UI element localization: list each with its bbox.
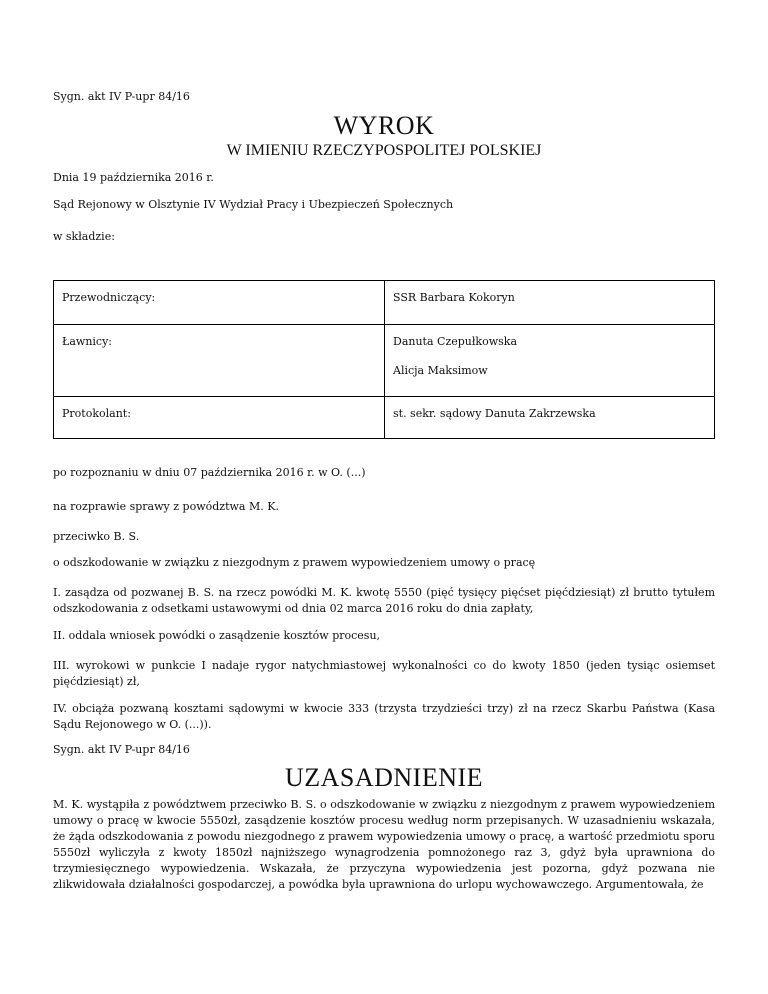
composition-label: w składzie: xyxy=(53,230,115,243)
case-signature: Sygn. akt IV P-upr 84/16 xyxy=(53,90,190,103)
ruling-item: III. wyrokowi w punkcie I nadaje rygor natychmiastowej wykonalności co do kwoty 1850 (jeden tysiąc osiemset pięćdziesiąt) zł, xyxy=(53,659,715,688)
judgment-title: WYROK xyxy=(333,111,435,140)
justification-case-signature: Sygn. akt IV P-upr 84/16 xyxy=(53,743,190,756)
ruling-item: II. oddala wniosek powódki o zasądzenie kosztów procesu, xyxy=(53,629,381,642)
ruling-item: I. zasądza od pozwanej B. S. na rzecz powódki M. K. kwotę 5550 (pięć tysięcy pięćset pięćdziesiąt) zł brutto tytułem odszkodowania z odsetkami ustawowymi od dnia 02 marca 2016 roku do dnia zapłaty, xyxy=(53,586,715,615)
ruling-item: IV. obciąża pozwaną kosztami sądowymi w kwocie 333 (trzysta trzydzieści trzy) zł na rzecz Skarbu Państwa (Kasa Sądu Rejonowego w O. (...)). xyxy=(53,702,715,731)
role-label: Protokolant: xyxy=(62,407,131,420)
member-name: st. sekr. sądowy Danuta Zakrzewska xyxy=(393,407,596,420)
role-cell xyxy=(54,397,385,439)
member-name: SSR Barbara Kokoryn xyxy=(393,291,515,304)
member-name: Danuta Czepułkowska xyxy=(393,335,518,348)
justification-text: M. K. wystąpiła z powództwem przeciwko B. S. o odszkodowanie w związku z niezgodnym z prawem wypowiedzeniem umowy o pracę w kwocie 5550zł, zasądzenie kosztów procesu według norm przepisanych. W uzasadnieniu wskazała, że żąda odszkodowania z powodu niezgodnego z prawem wypowiedzenia umowy o pracę, a wartość przedmiotu sporu 5550zł wyliczyła z kwoty 1850zł najniższego wynagrodzenia pomnożonego raz 3, gdyż była uprawniona do trzymiesięcznego wypowiedzenia. Wskazała, że przyczyna wypowiedzenia jest pozorna, gdyż pozwana nie zlikwidowała działalności gospodarczej, a powódka była uprawniona do urlopu wychowawczego. Argumentowała, że xyxy=(53,798,715,891)
role-cell xyxy=(54,281,385,325)
justification-title: UZASADNIENIE xyxy=(284,763,484,792)
names-cell xyxy=(385,281,715,325)
table-row xyxy=(54,325,715,397)
role-label: Przewodniczący: xyxy=(62,291,156,304)
table-row xyxy=(54,397,715,439)
role-cell xyxy=(54,325,385,397)
subject-info: o odszkodowanie w związku z niezgodnym z prawem wypowiedzeniem umowy o pracę xyxy=(53,556,536,569)
court-name: Sąd Rejonowy w Olsztynie IV Wydział Pracy i Ubezpieczeń Społecznych xyxy=(53,198,454,211)
table-row xyxy=(54,281,715,325)
claim-info: na rozprawie sprawy z powództwa M. K. xyxy=(53,500,279,513)
role-label: Ławnicy: xyxy=(62,335,113,348)
names-cell xyxy=(385,325,715,397)
judgment-subtitle: W IMIENIU RZECZYPOSPOLITEJ POLSKIEJ xyxy=(226,142,542,159)
judgment-date: Dnia 19 października 2016 r. xyxy=(53,171,214,184)
names-cell xyxy=(385,397,715,439)
composition-table xyxy=(53,280,715,439)
defendant-info: przeciwko B. S. xyxy=(53,530,140,543)
hearing-info: po rozpoznaniu w dniu 07 października 2016 r. w O. (...) xyxy=(53,466,366,479)
member-name: Alicja Maksimow xyxy=(393,364,488,377)
